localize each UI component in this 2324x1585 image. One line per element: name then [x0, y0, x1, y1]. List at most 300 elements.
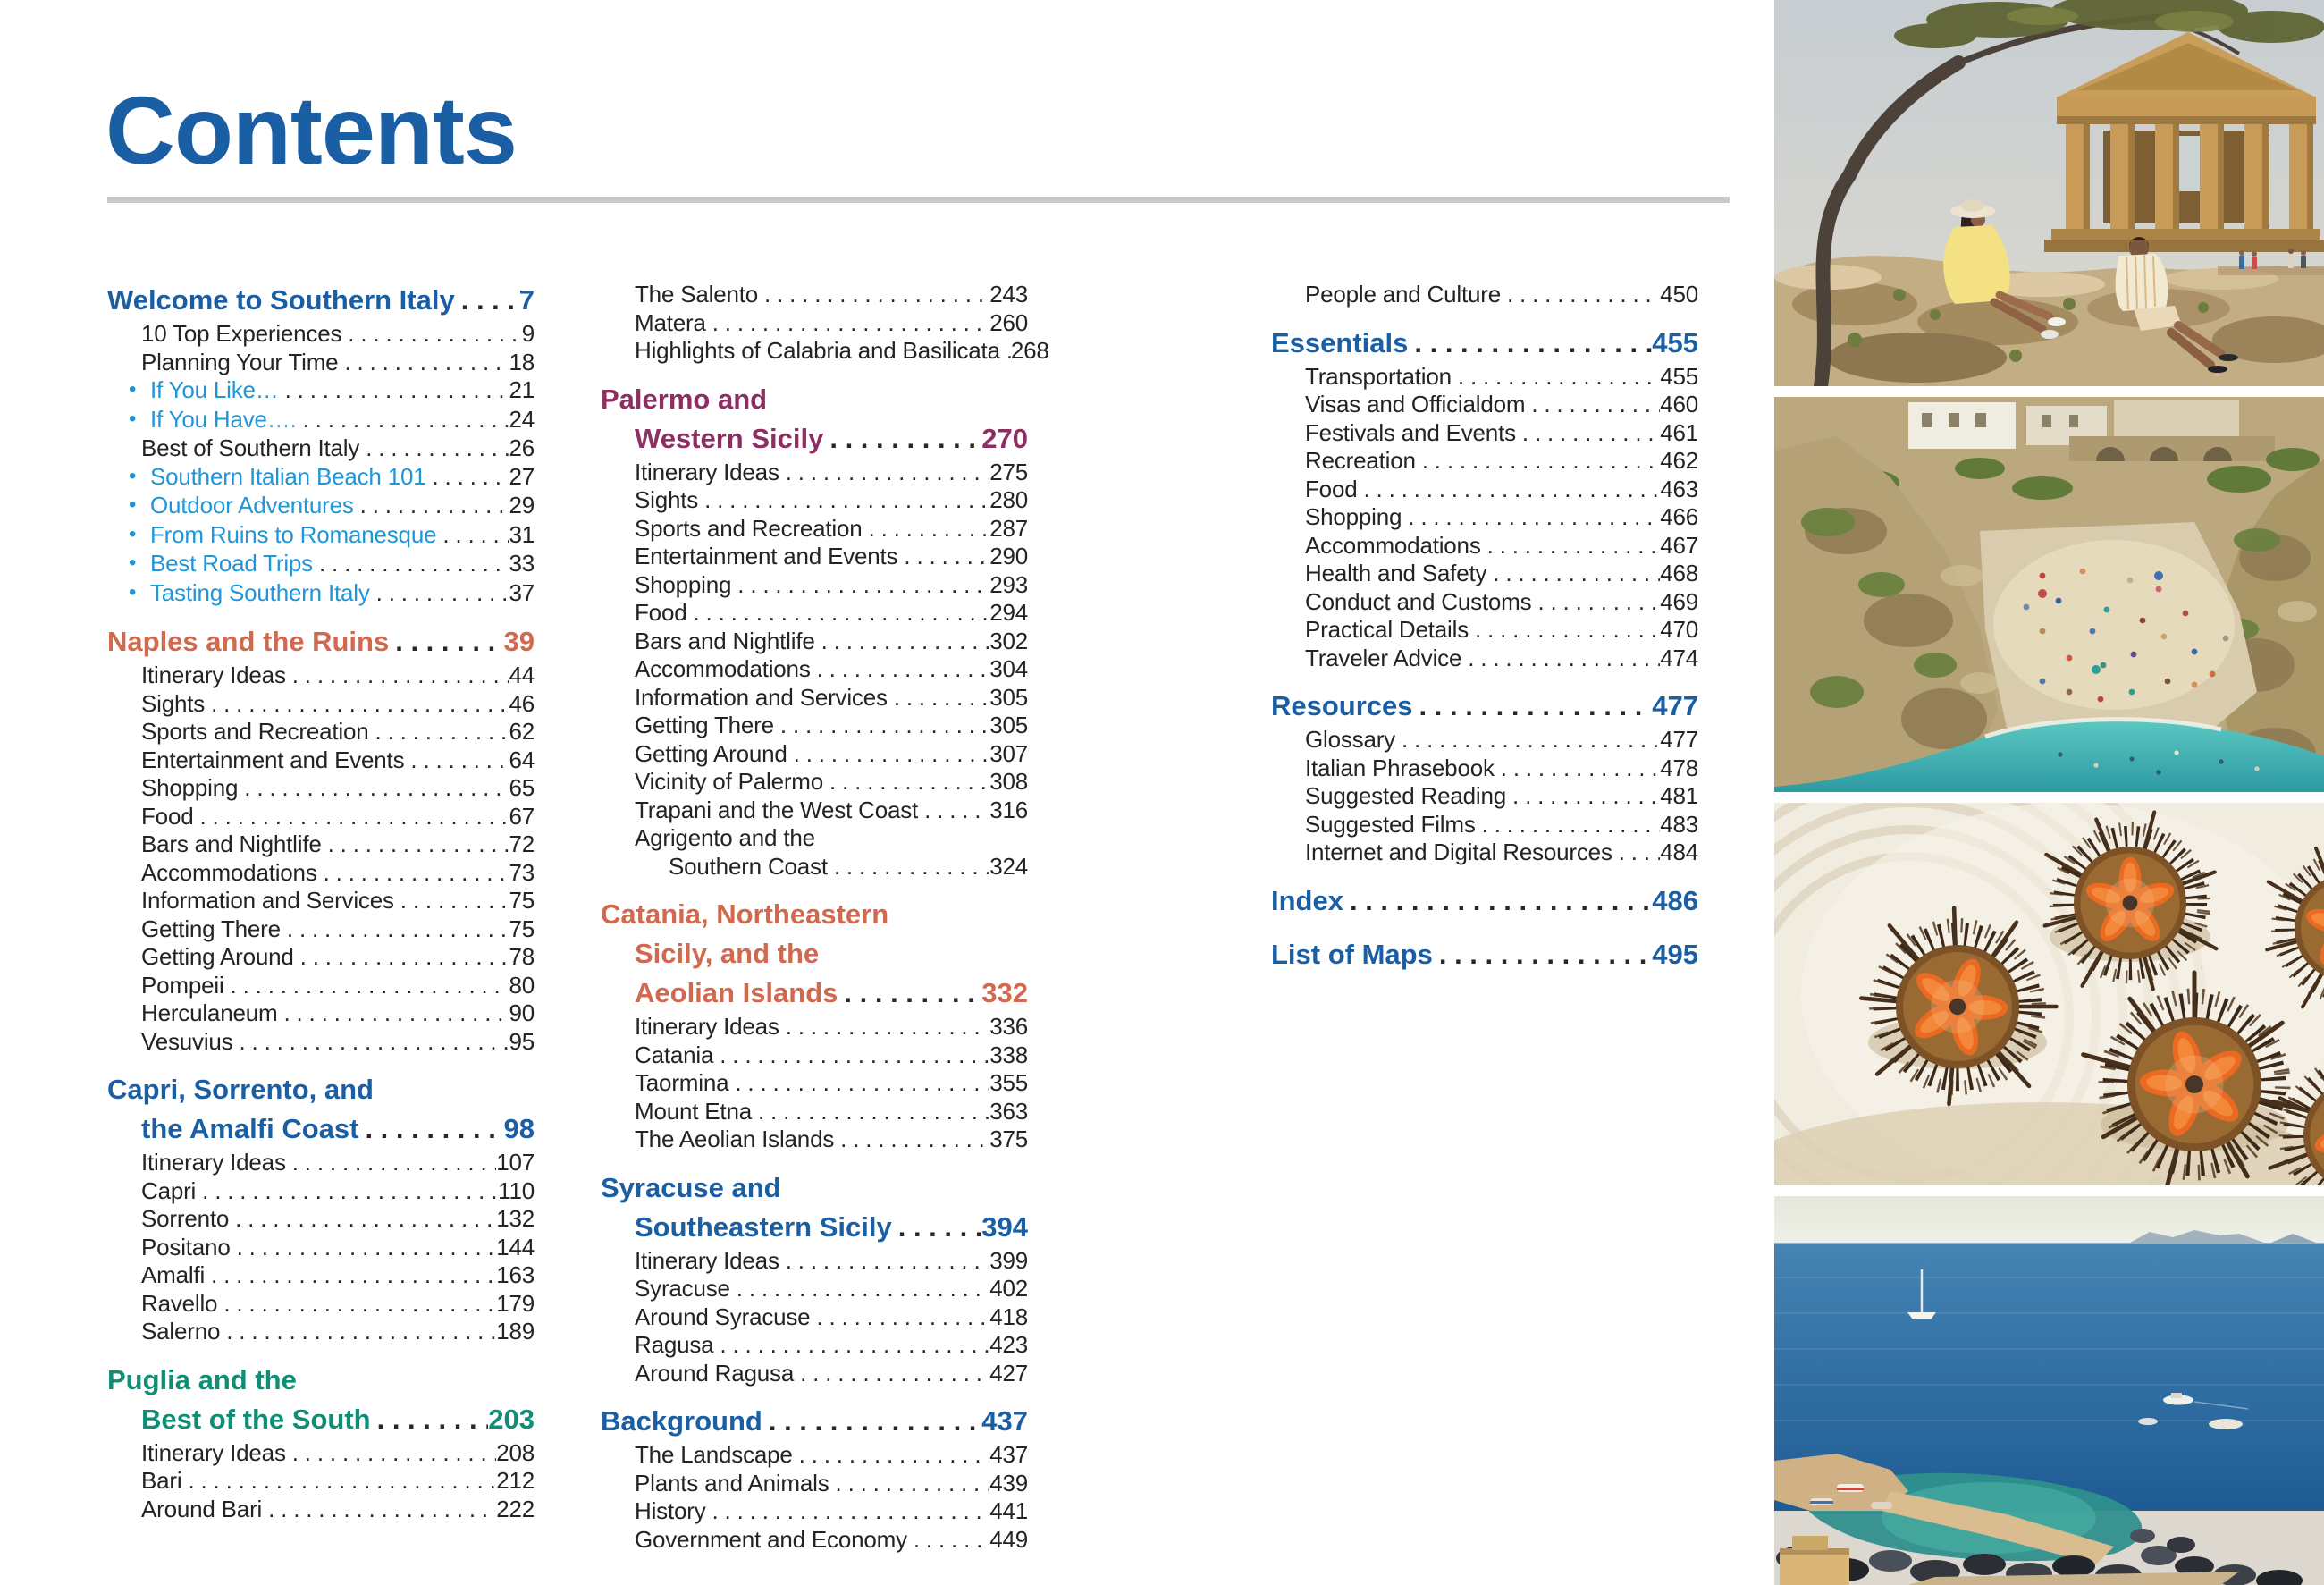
toc-entry-page: 302	[989, 627, 1028, 654]
toc-entry-page: 24	[509, 405, 535, 433]
toc-entry-label: Information and Services	[141, 887, 394, 914]
dot-leader	[1357, 476, 1660, 504]
toc-entry	[601, 1013, 1028, 1041]
bullet-icon: •	[129, 463, 137, 488]
toc-entry-page: 399	[989, 1246, 1028, 1274]
dot-leader	[404, 746, 509, 775]
dot-leader	[196, 1177, 498, 1206]
toc-heading-label: Sicily, and the	[635, 938, 820, 969]
toc-entry	[107, 662, 535, 690]
toc-entry-label: Bari	[141, 1467, 182, 1494]
toc-entry	[1271, 588, 1698, 617]
dot-leader	[220, 1318, 496, 1346]
toc-entry-label: Suggested Films	[1305, 810, 1476, 838]
dot-leader	[815, 628, 990, 656]
toc-section	[601, 380, 1028, 881]
toc-entry-label: Practical Details	[1305, 616, 1469, 643]
toc-entry	[107, 1028, 535, 1057]
dot-leader	[262, 1496, 496, 1524]
dot-leader	[313, 550, 509, 578]
toc-entry-page: 64	[509, 746, 535, 773]
toc-heading-line	[601, 380, 1028, 419]
toc-heading-label: Naples and the Ruins	[107, 626, 390, 657]
toc-entry-label: Visas and Officialdom	[1305, 391, 1526, 417]
dot-leader	[370, 579, 509, 608]
dot-leader	[1000, 337, 1011, 366]
toc-entry-label: Southern Italian Beach 101	[150, 462, 426, 490]
toc-entry	[601, 1497, 1028, 1526]
toc-entry-label: Around Ragusa	[635, 1359, 795, 1387]
dot-leader	[231, 1234, 497, 1262]
toc-entry	[107, 972, 535, 1000]
toc-entry	[107, 1467, 535, 1496]
toc-entry-label: Entertainment and Events	[141, 746, 405, 773]
toc-section	[601, 281, 1049, 366]
toc-entry-label: Accommodations	[635, 655, 811, 682]
toc-entry-label: Getting Around	[141, 943, 294, 970]
toc-entry-label: Itinerary Ideas	[635, 1246, 779, 1274]
dot-leader	[281, 915, 509, 944]
toc-entry-page: 304	[989, 655, 1028, 682]
toc-entry	[107, 1149, 535, 1177]
toc-entry-label: Amalfi	[141, 1261, 206, 1288]
bullet-icon: •	[129, 579, 137, 604]
toc-heading-page: 495	[1652, 938, 1698, 970]
toc-entry-page: 46	[509, 689, 535, 717]
toc-heading-label: Catania, Northeastern	[601, 898, 889, 930]
toc-heading-line	[107, 281, 535, 320]
toc-entry-label: Taormina	[635, 1069, 729, 1096]
toc-entry-page: 363	[989, 1097, 1028, 1125]
dot-leader	[713, 1331, 989, 1360]
toc-entry-label: Transportation	[1305, 362, 1452, 390]
toc-entry-page: 293	[989, 570, 1028, 598]
toc-heading-line	[1271, 935, 1698, 974]
dot-leader	[205, 690, 509, 719]
photo-strip	[1774, 0, 2324, 1585]
toc-entry-page: 212	[496, 1467, 535, 1494]
toc-entry-label: Conduct and Customs	[1305, 587, 1532, 615]
toc-entry-page: 462	[1660, 447, 1698, 474]
toc-entry-label: Getting There	[141, 915, 281, 942]
toc-entry-label: Shopping	[1305, 503, 1402, 530]
toc-heading-label: Palermo and	[601, 383, 768, 415]
toc-entry	[107, 803, 535, 831]
toc-entry-page: 62	[509, 718, 535, 745]
dot-leader	[277, 999, 509, 1028]
toc-entry-label: Getting There	[635, 712, 774, 738]
toc-entry	[107, 463, 535, 493]
toc-entry	[601, 1360, 1028, 1388]
dot-leader	[1501, 281, 1660, 309]
toc-entry-page: 144	[496, 1233, 535, 1260]
toc-heading-page: 477	[1652, 690, 1698, 721]
toc-entry	[107, 434, 535, 463]
toc-entry-label: Ragusa	[635, 1331, 714, 1358]
cove-photo-art	[1774, 397, 2324, 792]
toc-entry	[107, 943, 535, 972]
toc-entry-label: Itinerary Ideas	[635, 458, 779, 485]
toc-entry-page: 290	[989, 543, 1028, 569]
toc-section	[107, 1361, 535, 1524]
dot-leader	[828, 853, 989, 881]
dot-leader	[389, 622, 503, 662]
dot-leader	[829, 1470, 990, 1498]
dot-leader	[394, 887, 509, 915]
dot-leader	[1469, 616, 1660, 645]
toc-entry-page: 461	[1660, 418, 1698, 446]
toc-entry-page: 441	[989, 1497, 1028, 1524]
toc-heading-label: Essentials	[1271, 326, 1409, 358]
toc-entry-label: Information and Services	[635, 683, 888, 711]
dot-leader	[752, 1098, 989, 1126]
toc-heading-label: Southeastern Sicily	[635, 1210, 892, 1243]
dot-leader	[1408, 324, 1652, 363]
dot-leader	[317, 859, 509, 888]
dot-leader	[238, 774, 509, 803]
dot-leader	[341, 320, 521, 349]
toc-entry	[601, 655, 1028, 684]
toc-column	[601, 281, 1049, 1554]
toc-entry-page: 37	[509, 578, 535, 606]
toc-section	[1271, 281, 1698, 309]
toc-entry	[601, 1069, 1028, 1098]
toc-entry-page: 9	[521, 320, 535, 347]
toc-heading-label: List of Maps	[1271, 938, 1433, 970]
toc-entry-page: 26	[509, 434, 535, 461]
dot-leader	[286, 662, 509, 690]
dot-leader	[888, 684, 989, 712]
toc-heading-page: 455	[1652, 326, 1698, 358]
toc-entry-page: 287	[989, 514, 1028, 542]
toc-entry-page: 375	[989, 1126, 1028, 1152]
toc-heading-line	[601, 1168, 1028, 1208]
toc-heading-label: Index	[1271, 884, 1343, 916]
dot-leader	[892, 1208, 982, 1247]
toc-entry-page: 467	[1660, 531, 1698, 559]
dot-leader	[1506, 782, 1660, 811]
dot-leader	[279, 376, 509, 405]
dot-leader	[1452, 363, 1660, 392]
toc-entry-label: Herculaneum	[141, 999, 278, 1026]
toc-entry	[601, 1526, 1028, 1555]
toc-entry-label: From Ruins to Romanesque	[150, 520, 437, 548]
toc-entry	[107, 746, 535, 775]
toc-heading-line	[601, 895, 1028, 934]
dot-leader	[774, 712, 989, 740]
dot-leader	[810, 1303, 989, 1332]
dot-leader	[1402, 503, 1660, 532]
toc-entry-label: Pompeii	[141, 971, 224, 999]
dot-leader	[1343, 881, 1652, 921]
toc-entry-label: Sports and Recreation	[635, 514, 863, 542]
toc-entry-page: 427	[989, 1359, 1028, 1387]
toc-entry-first-line	[601, 824, 1028, 853]
toc-entry-label: Agrigento and the	[635, 824, 815, 851]
toc-entry-label: Italian Phrasebook	[1305, 754, 1495, 781]
toc-entry	[601, 543, 1028, 571]
toc-heading-line	[1271, 324, 1698, 363]
toc-entry-label: Shopping	[635, 570, 732, 598]
toc-entry	[1271, 782, 1698, 811]
toc-entry-page: 260	[989, 308, 1028, 336]
dot-leader	[1495, 755, 1660, 783]
toc-entry	[601, 1098, 1028, 1126]
toc-entry-page: 460	[1660, 391, 1698, 417]
toc-entry	[1271, 645, 1698, 673]
toc-entry-label: Food	[141, 802, 194, 830]
toc-heading-line	[601, 934, 1028, 974]
dot-leader	[897, 543, 989, 571]
toc-entry	[601, 712, 1028, 740]
toc-heading-label: Puglia and the	[107, 1363, 297, 1395]
toc-heading-page: 486	[1652, 884, 1698, 916]
dot-leader	[698, 486, 989, 515]
toc-entry-page: 355	[989, 1069, 1028, 1096]
dot-leader	[823, 768, 989, 797]
toc-entry-label: Tasting Southern Italy	[150, 578, 370, 606]
toc-heading-line	[601, 974, 1028, 1013]
photo-sea-urchins-on-plate	[1774, 803, 2324, 1185]
toc-entry	[107, 774, 535, 803]
toc-entry-page: 21	[509, 376, 535, 403]
toc-entry-page: 455	[1660, 362, 1698, 390]
toc-entry-label: Shopping	[141, 774, 239, 801]
toc-heading-page: 39	[503, 626, 535, 657]
toc-entry-label: Southern Coast	[669, 852, 828, 880]
toc-entry	[601, 281, 1028, 309]
toc-entry-page: 338	[989, 1041, 1028, 1068]
toc-entry	[1271, 447, 1698, 476]
toc-entry-label: Internet and Digital Resources	[1305, 839, 1612, 865]
toc-entry-page: 67	[509, 802, 535, 830]
toc-entry-label: Sights	[141, 689, 206, 717]
toc-entry-label: Itinerary Ideas	[635, 1013, 779, 1040]
toc-entry-label: Suggested Reading	[1305, 782, 1507, 809]
toc-entry-label: Bars and Nightlife	[141, 830, 322, 857]
toc-entry-page: 308	[989, 768, 1028, 795]
toc-heading-label: Syracuse and	[601, 1171, 781, 1203]
toc-entry-label: Matera	[635, 308, 706, 336]
toc-entry	[107, 1261, 535, 1290]
toc-entry-page: 336	[989, 1013, 1028, 1040]
toc-entry-page: 29	[509, 492, 535, 518]
toc-entry	[1271, 755, 1698, 783]
dot-leader	[354, 492, 509, 520]
toc-heading-page: 203	[488, 1403, 535, 1435]
dot-leader	[436, 521, 509, 550]
dot-leader	[811, 655, 990, 684]
toc-entry	[107, 887, 535, 915]
dot-leader	[455, 281, 519, 320]
photo-beach-cove-with-swimmers	[1774, 397, 2324, 792]
toc-entry	[601, 768, 1028, 797]
toc-entry-label: Government and Economy	[635, 1525, 907, 1553]
toc-entry-label: Itinerary Ideas	[141, 662, 286, 688]
toc-entry-label: Planning Your Time	[141, 348, 339, 375]
toc-entry	[1271, 281, 1698, 309]
toc-entry-page: 163	[496, 1261, 535, 1288]
toc-heading-line	[1271, 687, 1698, 726]
dot-leader	[181, 1467, 496, 1496]
toc-entry	[601, 571, 1028, 600]
dot-leader	[1531, 588, 1660, 617]
toc-entry-page: 75	[509, 887, 535, 914]
toc-entry	[107, 1290, 535, 1319]
toc-entry	[107, 690, 535, 719]
toc-entry	[107, 1496, 535, 1524]
toc-entry-page: 484	[1660, 839, 1698, 865]
toc-entry-page: 179	[496, 1289, 535, 1317]
toc-heading-page: 394	[981, 1210, 1028, 1243]
toc-entry	[107, 830, 535, 859]
toc-entry	[601, 1126, 1028, 1154]
toc-entry	[1271, 839, 1698, 867]
toc-column	[1271, 281, 1698, 974]
dot-leader	[779, 1013, 989, 1041]
toc-section	[1271, 324, 1698, 673]
toc-entry-page: 418	[989, 1303, 1028, 1330]
toc-entry	[1271, 363, 1698, 392]
toc-entry-page: 402	[989, 1275, 1028, 1302]
urchin-photo-art	[1774, 803, 2324, 1185]
dot-leader	[297, 406, 509, 434]
toc-entry-page: 280	[989, 486, 1028, 513]
dot-leader	[286, 1149, 496, 1177]
toc-entry-page: 324	[989, 852, 1028, 880]
dot-leader	[1416, 447, 1660, 476]
dot-leader	[706, 309, 989, 338]
dot-leader	[205, 1261, 496, 1290]
toc-section	[601, 1168, 1028, 1388]
toc-heading-line	[107, 1109, 535, 1149]
dot-leader	[1413, 687, 1653, 726]
toc-entry	[1271, 503, 1698, 532]
toc-section	[601, 1402, 1028, 1554]
toc-entry	[601, 515, 1028, 544]
toc-entry	[1271, 616, 1698, 645]
toc-entry	[107, 1205, 535, 1234]
toc-entry-label: Outdoor Adventures	[150, 492, 354, 518]
toc-entry-label: Best of Southern Italy	[141, 434, 360, 461]
dot-leader	[1612, 839, 1660, 867]
toc-entry-page: 110	[498, 1176, 535, 1204]
toc-heading-line	[107, 622, 535, 662]
toc-entry-page: 307	[989, 739, 1028, 767]
bullet-icon: •	[129, 551, 137, 575]
toc-entry-label: Around Syracuse	[635, 1303, 811, 1330]
dot-leader	[1395, 726, 1660, 755]
toc-entry	[601, 486, 1028, 515]
bullet-icon: •	[129, 521, 137, 546]
toc-entry-page: 90	[509, 999, 535, 1026]
dot-leader	[730, 1275, 989, 1303]
dot-leader	[838, 974, 981, 1013]
toc-entry-label: Getting Around	[635, 739, 787, 767]
dot-leader	[834, 1126, 989, 1154]
toc-entry-label: Trapani and the West Coast	[635, 796, 919, 823]
dot-leader	[863, 515, 990, 544]
toc-entry-label: If You Have….	[150, 405, 297, 433]
toc-entry-page: 107	[496, 1149, 535, 1176]
toc-entry	[601, 599, 1028, 628]
toc-heading-label: the Amalfi Coast	[141, 1113, 359, 1144]
toc-section	[107, 281, 535, 608]
toc-entry-page: 78	[509, 943, 535, 970]
dot-leader	[823, 419, 981, 459]
toc-entry	[107, 1234, 535, 1262]
toc-entry-page: 305	[989, 683, 1028, 711]
toc-section	[1271, 687, 1698, 867]
dot-leader	[232, 1028, 509, 1057]
toc-heading-label: Best of the South	[141, 1403, 371, 1435]
toc-entry-page: 27	[509, 462, 535, 490]
toc-entry	[601, 1441, 1028, 1470]
toc-entry	[107, 915, 535, 944]
toc-column	[107, 281, 535, 1523]
toc-entry-page: 423	[989, 1331, 1028, 1358]
dot-leader	[193, 803, 509, 831]
toc-entry	[107, 1177, 535, 1206]
toc-entry-page: 463	[1660, 475, 1698, 502]
toc-entry-page: 95	[509, 1027, 535, 1055]
toc-entry-page: 449	[989, 1525, 1028, 1553]
dot-leader	[686, 599, 989, 628]
dot-leader	[1525, 391, 1660, 419]
toc-heading-line	[601, 419, 1028, 459]
toc-entry-page: 474	[1660, 644, 1698, 671]
toc-entry	[1271, 811, 1698, 839]
toc-entry	[601, 684, 1028, 712]
photo-travelers-at-greek-temple	[1774, 0, 2324, 386]
dot-leader	[425, 463, 509, 492]
toc-heading-page: 270	[981, 422, 1028, 454]
dot-leader	[779, 1247, 989, 1276]
dot-leader	[338, 349, 509, 377]
toc-entry-page: 450	[1660, 281, 1698, 308]
toc-heading-page: 437	[981, 1405, 1028, 1437]
toc-entry-page: 469	[1660, 587, 1698, 615]
toc-entry	[601, 309, 1028, 338]
dot-leader	[787, 740, 990, 769]
toc-entry-page: 437	[989, 1441, 1028, 1468]
toc-entry-page: 466	[1660, 503, 1698, 530]
toc-entry-label: Syracuse	[635, 1275, 730, 1302]
toc-entry	[601, 337, 1049, 366]
toc-entry	[1271, 532, 1698, 561]
page-title: Contents	[105, 76, 517, 184]
toc-entry	[107, 521, 535, 551]
toc-entry-page: 33	[509, 550, 535, 577]
toc-section	[1271, 935, 1698, 974]
toc-entry-label: Vicinity of Palermo	[635, 768, 824, 795]
toc-entry	[601, 1331, 1028, 1360]
title-divider	[107, 197, 1730, 203]
toc-entry-label: Around Bari	[141, 1495, 263, 1522]
toc-entry-label: Health and Safety	[1305, 560, 1487, 586]
toc-entry	[107, 859, 535, 888]
toc-entry-label: Itinerary Ideas	[141, 1149, 286, 1176]
toc-entry	[601, 1470, 1028, 1498]
dot-leader	[758, 281, 989, 309]
bullet-icon: •	[129, 377, 137, 401]
dot-leader	[371, 1400, 489, 1439]
dot-leader	[322, 830, 509, 859]
toc-entry-page: 80	[509, 971, 535, 999]
toc-entry-page: 470	[1660, 616, 1698, 643]
toc-section	[107, 622, 535, 1056]
dot-leader	[731, 571, 989, 600]
